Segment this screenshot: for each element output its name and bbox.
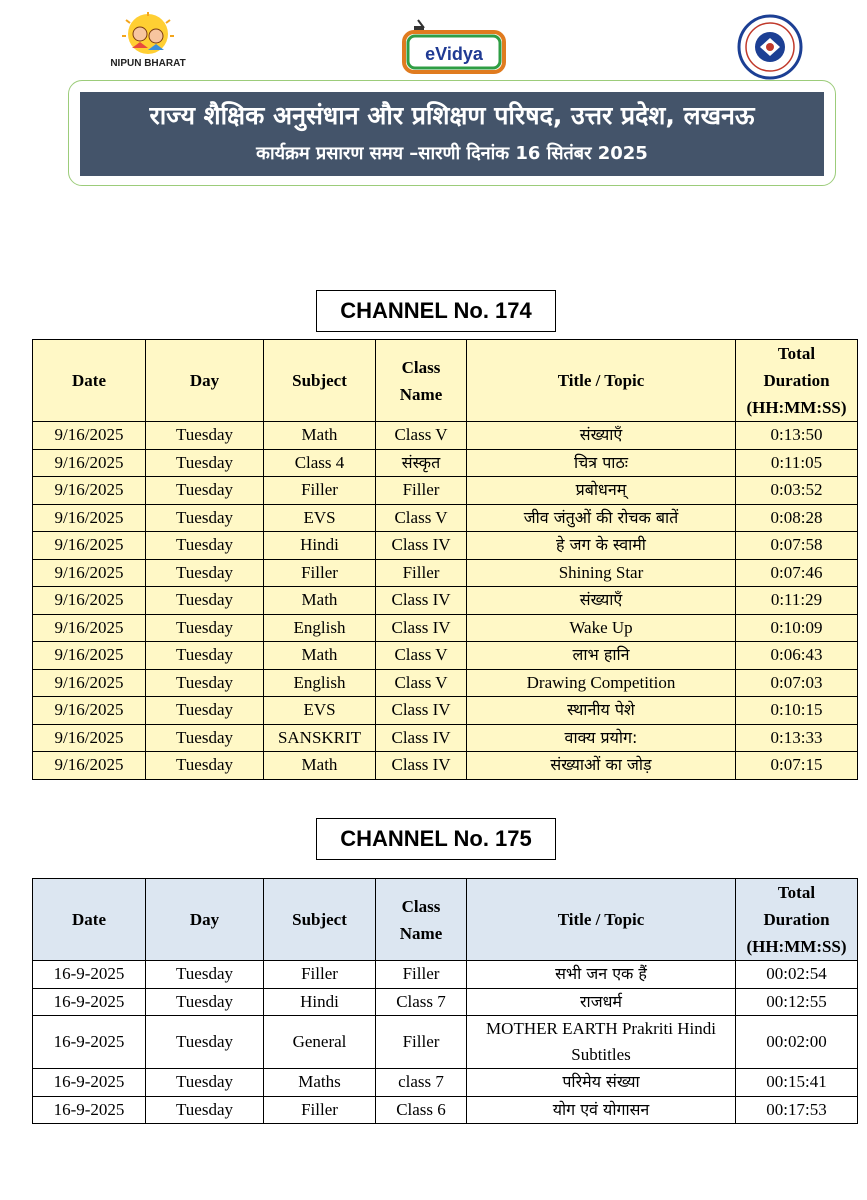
nipun-bharat-logo: [108, 12, 188, 78]
cell-date: 9/16/2025: [33, 422, 146, 450]
header-banner: [80, 92, 824, 176]
evidya-logo: [400, 16, 508, 76]
table-row: [33, 752, 858, 780]
table-row: [33, 422, 858, 450]
table-row: [33, 477, 858, 505]
cell-subject: EVS: [264, 697, 376, 725]
cell-subject: SANSKRIT: [264, 724, 376, 752]
cell-duration: 0:11:05: [736, 449, 858, 477]
scert-seal-icon: [726, 14, 814, 80]
cell-duration: 0:13:33: [736, 724, 858, 752]
cell-date: 9/16/2025: [33, 449, 146, 477]
cell-class-name: Class V: [376, 422, 467, 450]
channel-174-table: [32, 339, 858, 780]
cell-day: Tuesday: [146, 1096, 264, 1124]
cell-duration: 0:07:15: [736, 752, 858, 780]
cell-title: Shining Star: [467, 559, 736, 587]
col-day: Day: [146, 340, 264, 422]
cell-duration: 00:02:00: [736, 1016, 858, 1069]
cell-day: Tuesday: [146, 559, 264, 587]
cell-title: स्थानीय पेशे: [467, 697, 736, 725]
cell-class-name: Class V: [376, 642, 467, 670]
cell-duration: 00:15:41: [736, 1069, 858, 1097]
cell-date: 16-9-2025: [33, 961, 146, 989]
cell-title: लाभ हानि: [467, 642, 736, 670]
table-row: [33, 449, 858, 477]
table-row: [33, 697, 858, 725]
cell-title: प्रबोधनम्: [467, 477, 736, 505]
table-header-row: [33, 340, 858, 422]
cell-duration: 0:10:09: [736, 614, 858, 642]
table-row: [33, 1069, 858, 1097]
cell-date: 9/16/2025: [33, 724, 146, 752]
cell-duration: 0:03:52: [736, 477, 858, 505]
cell-subject: Hindi: [264, 988, 376, 1016]
cell-duration: 0:07:03: [736, 669, 858, 697]
cell-class-name: Class V: [376, 504, 467, 532]
page-subtitle: कार्यक्रम प्रसारण समय –सारणी दिनांक 16 सितंबर 2025: [256, 143, 648, 164]
cell-date: 9/16/2025: [33, 504, 146, 532]
col-class-name: Class Name: [376, 879, 467, 961]
cell-subject: EVS: [264, 504, 376, 532]
cell-title: परिमेय संख्या: [467, 1069, 736, 1097]
cell-subject: Filler: [264, 961, 376, 989]
cell-subject: General: [264, 1016, 376, 1069]
cell-title: चित्र पाठः: [467, 449, 736, 477]
cell-subject: Filler: [264, 559, 376, 587]
cell-duration: 0:07:46: [736, 559, 858, 587]
cell-day: Tuesday: [146, 477, 264, 505]
table-row: [33, 724, 858, 752]
cell-date: 16-9-2025: [33, 1096, 146, 1124]
cell-duration: 0:11:29: [736, 587, 858, 615]
cell-subject: Math: [264, 422, 376, 450]
cell-date: 9/16/2025: [33, 642, 146, 670]
cell-subject: Filler: [264, 477, 376, 505]
cell-subject: English: [264, 614, 376, 642]
col-date: Date: [33, 879, 146, 961]
col-subject: Subject: [264, 340, 376, 422]
cell-title: Drawing Competition: [467, 669, 736, 697]
cell-title: हे जग के स्वामी: [467, 532, 736, 560]
channel-175-table: [32, 878, 858, 1124]
page-title: राज्य शैक्षिक अनुसंधान और प्रशिक्षण परिषद, उत्तर प्रदेश, लखनऊ: [149, 101, 755, 130]
cell-duration: 00:12:55: [736, 988, 858, 1016]
cell-date: 9/16/2025: [33, 614, 146, 642]
col-date: Date: [33, 340, 146, 422]
cell-class-name: Class IV: [376, 614, 467, 642]
cell-subject: Filler: [264, 1096, 376, 1124]
cell-day: Tuesday: [146, 642, 264, 670]
cell-title: वाक्य प्रयोग:: [467, 724, 736, 752]
cell-title: संख्याएँ: [467, 587, 736, 615]
cell-date: 16-9-2025: [33, 988, 146, 1016]
cell-class-name: Class IV: [376, 724, 467, 752]
col-duration: Total Duration (HH:MM:SS): [736, 879, 858, 961]
cell-duration: 0:08:28: [736, 504, 858, 532]
cell-class-name: Class 7: [376, 988, 467, 1016]
cell-date: 9/16/2025: [33, 477, 146, 505]
cell-day: Tuesday: [146, 669, 264, 697]
cell-day: Tuesday: [146, 752, 264, 780]
col-subject: Subject: [264, 879, 376, 961]
svg-text:eVidya: eVidya: [425, 44, 483, 64]
table-row: [33, 669, 858, 697]
cell-date: 16-9-2025: [33, 1016, 146, 1069]
cell-class-name: Filler: [376, 559, 467, 587]
cell-title: सभी जन एक हैं: [467, 961, 736, 989]
cell-class-name: Class IV: [376, 697, 467, 725]
table-row: [33, 1016, 858, 1069]
cell-subject: Math: [264, 752, 376, 780]
cell-subject: Hindi: [264, 532, 376, 560]
table-row: [33, 532, 858, 560]
cell-day: Tuesday: [146, 961, 264, 989]
table-row: [33, 504, 858, 532]
table-row: [33, 1096, 858, 1124]
cell-duration: 0:10:15: [736, 697, 858, 725]
cell-date: 9/16/2025: [33, 587, 146, 615]
cell-date: 9/16/2025: [33, 669, 146, 697]
cell-date: 9/16/2025: [33, 532, 146, 560]
cell-class-name: Class IV: [376, 532, 467, 560]
cell-title: MOTHER EARTH Prakriti Hindi Subtitles: [467, 1016, 736, 1069]
channel-174-body: [33, 422, 858, 780]
cell-title: राजधर्म: [467, 988, 736, 1016]
channel-174-label: CHANNEL No. 174: [316, 290, 556, 332]
table-row: [33, 988, 858, 1016]
cell-day: Tuesday: [146, 1016, 264, 1069]
table-row: [33, 614, 858, 642]
cell-title: Wake Up: [467, 614, 736, 642]
cell-title: संख्याएँ: [467, 422, 736, 450]
cell-date: 9/16/2025: [33, 697, 146, 725]
cell-duration: 0:07:58: [736, 532, 858, 560]
table-row: [33, 559, 858, 587]
cell-day: Tuesday: [146, 449, 264, 477]
cell-day: Tuesday: [146, 697, 264, 725]
cell-subject: English: [264, 669, 376, 697]
cell-subject: Math: [264, 642, 376, 670]
cell-duration: 0:13:50: [736, 422, 858, 450]
cell-class-name: Filler: [376, 1016, 467, 1069]
cell-class-name: Filler: [376, 477, 467, 505]
channel-175-body: [33, 961, 858, 1124]
cell-title: संख्याओं का जोड़: [467, 752, 736, 780]
table-row: [33, 642, 858, 670]
cell-day: Tuesday: [146, 1069, 264, 1097]
cell-day: Tuesday: [146, 614, 264, 642]
cell-day: Tuesday: [146, 988, 264, 1016]
table-row: [33, 587, 858, 615]
col-title: Title / Topic: [467, 340, 736, 422]
cell-title: योग एवं योगासन: [467, 1096, 736, 1124]
svg-text:NIPUN BHARAT: NIPUN BHARAT: [110, 58, 186, 69]
cell-subject: Class 4: [264, 449, 376, 477]
cell-date: 16-9-2025: [33, 1069, 146, 1097]
cell-class-name: Filler: [376, 961, 467, 989]
col-title: Title / Topic: [467, 879, 736, 961]
cell-date: 9/16/2025: [33, 559, 146, 587]
col-duration: Total Duration (HH:MM:SS): [736, 340, 858, 422]
cell-day: Tuesday: [146, 587, 264, 615]
cell-subject: Math: [264, 587, 376, 615]
col-class-name: Class Name: [376, 340, 467, 422]
cell-date: 9/16/2025: [33, 752, 146, 780]
cell-duration: 0:06:43: [736, 642, 858, 670]
cell-title: जीव जंतुओं की रोचक बातें: [467, 504, 736, 532]
table-header-row: [33, 879, 858, 961]
cell-duration: 00:17:53: [736, 1096, 858, 1124]
cell-class-name: class 7: [376, 1069, 467, 1097]
cell-day: Tuesday: [146, 422, 264, 450]
cell-duration: 00:02:54: [736, 961, 858, 989]
cell-class-name: संस्कृत: [376, 449, 467, 477]
cell-day: Tuesday: [146, 724, 264, 752]
cell-class-name: Class V: [376, 669, 467, 697]
cell-subject: Maths: [264, 1069, 376, 1097]
table-row: [33, 961, 858, 989]
col-day: Day: [146, 879, 264, 961]
channel-175-label: CHANNEL No. 175: [316, 818, 556, 860]
cell-class-name: Class 6: [376, 1096, 467, 1124]
cell-class-name: Class IV: [376, 587, 467, 615]
cell-day: Tuesday: [146, 532, 264, 560]
cell-day: Tuesday: [146, 504, 264, 532]
cell-class-name: Class IV: [376, 752, 467, 780]
